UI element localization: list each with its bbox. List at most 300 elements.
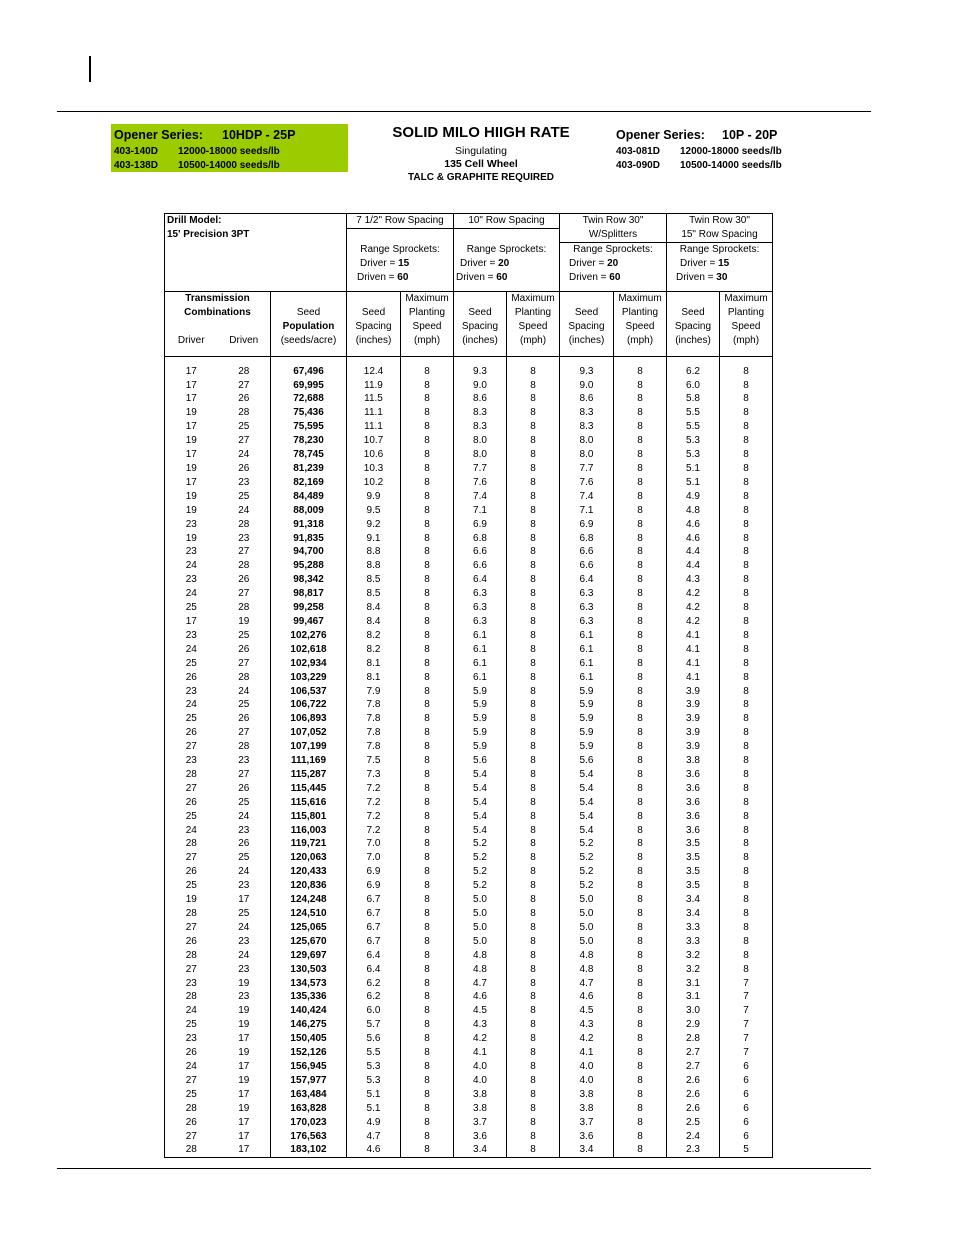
table-row	[165, 545, 773, 559]
spacing-cell: 4.3	[560, 1018, 614, 1032]
table-row	[165, 601, 773, 615]
spacing-cell: 5.4	[560, 810, 614, 824]
driven-cell: 28	[218, 406, 271, 420]
speed-cell: 8	[614, 490, 667, 504]
spacing-cell: 7.5	[347, 754, 401, 768]
spacing-cell: 6.3	[454, 587, 507, 601]
speed-cell: 8	[507, 518, 560, 532]
speed-cell: 8	[401, 448, 454, 462]
table-row	[165, 893, 773, 907]
speed-cell: 8	[614, 851, 667, 865]
range-sprockets-label: Range Sprockets:	[560, 243, 667, 257]
spacing-cell: 8.3	[454, 420, 507, 434]
population-cell: 98,817	[271, 587, 347, 601]
speed-cell: 6	[720, 1102, 773, 1116]
range-sprockets-label: Range Sprockets:	[667, 243, 773, 257]
speed-cell: 8	[720, 615, 773, 629]
speed-cell: 8	[401, 559, 454, 573]
speed-cell: 8	[614, 545, 667, 559]
table-row	[165, 963, 773, 977]
driven-cell: 19	[218, 1102, 271, 1116]
spacing-cell: 5.9	[560, 712, 614, 726]
population-cell: 72,688	[271, 392, 347, 406]
driver-cell: 19	[165, 893, 218, 907]
speed-cell: 8	[720, 545, 773, 559]
speed-cell: 8	[401, 1046, 454, 1060]
speed-cell: 8	[614, 587, 667, 601]
speed-cell: 8	[401, 685, 454, 699]
spacing-cell: 8.3	[560, 406, 614, 420]
speed-cell: 8	[507, 1046, 560, 1060]
spacing-cell: 2.6	[667, 1074, 720, 1088]
spacing-cell: 6.8	[454, 532, 507, 546]
spacing-cell: 8.1	[347, 657, 401, 671]
speed-cell: 8	[507, 935, 560, 949]
opener-right-row	[616, 146, 782, 157]
population-cell: 84,489	[271, 490, 347, 504]
speed-cell: 8	[401, 754, 454, 768]
driven-cell: 19	[218, 1018, 271, 1032]
spacing-cell: 6.9	[454, 518, 507, 532]
driven-cell: 27	[218, 379, 271, 393]
spacing-cell: 9.3	[560, 365, 614, 379]
speed-cell: 8	[507, 921, 560, 935]
spacing-cell: 9.1	[347, 532, 401, 546]
speed-cell: 8	[614, 990, 667, 1004]
speed-cell: 8	[614, 935, 667, 949]
speed-cell: 8	[401, 490, 454, 504]
driver-cell: 28	[165, 837, 218, 851]
driver-cell: 19	[165, 504, 218, 518]
spacing-cell: 5.4	[454, 782, 507, 796]
group-title: Twin Row 30"	[667, 214, 773, 229]
spacing-cell: 10.7	[347, 434, 401, 448]
spacing-cell: 2.7	[667, 1060, 720, 1074]
spacing-cell: 4.2	[454, 1032, 507, 1046]
table-row	[165, 1116, 773, 1130]
speed-cell: 8	[614, 671, 667, 685]
spacing-cell: 5.8	[667, 392, 720, 406]
spacing-cell: 6.1	[454, 671, 507, 685]
speed-cell: 8	[507, 420, 560, 434]
speed-cell: 8	[507, 1102, 560, 1116]
speed-cell: 8	[614, 379, 667, 393]
spacing-cell: 5.5	[667, 420, 720, 434]
driver-cell: 26	[165, 671, 218, 685]
spacing-cell: 5.2	[560, 865, 614, 879]
spacing-header: Seed	[454, 306, 507, 320]
speed-cell: 8	[401, 365, 454, 379]
speed-cell: 8	[720, 379, 773, 393]
spacing-cell: 2.4	[667, 1130, 720, 1144]
spacing-cell: 3.4	[667, 907, 720, 921]
speed-cell: 8	[401, 573, 454, 587]
speed-cell: 8	[507, 490, 560, 504]
table-row	[165, 921, 773, 935]
speed-cell: 8	[720, 504, 773, 518]
driver-cell: 24	[165, 824, 218, 838]
spacing-cell: 6.3	[560, 601, 614, 615]
spacing-cell: 7.1	[454, 504, 507, 518]
spacing-header: Spacing	[560, 320, 614, 334]
speed-cell: 8	[401, 921, 454, 935]
spacing-header: Seed	[560, 306, 614, 320]
speed-cell: 8	[614, 365, 667, 379]
speed-cell: 8	[401, 462, 454, 476]
driven-cell: 27	[218, 768, 271, 782]
speed-cell: 8	[507, 573, 560, 587]
table-body	[165, 356, 773, 1158]
spacing-cell: 8.0	[560, 448, 614, 462]
driven-cell: 19	[218, 1074, 271, 1088]
spacing-cell: 8.0	[454, 448, 507, 462]
driven-cell: 27	[218, 657, 271, 671]
speed-cell: 8	[720, 921, 773, 935]
speed-cell: 8	[614, 726, 667, 740]
speed-cell: 8	[507, 1130, 560, 1144]
opener-series-right-header	[616, 128, 778, 142]
opener-left-row	[114, 146, 280, 157]
population-cell: 129,697	[271, 949, 347, 963]
spacing-cell: 7.1	[560, 504, 614, 518]
driven-cell: 26	[218, 837, 271, 851]
spacing-cell: 5.0	[454, 907, 507, 921]
spacing-cell: 2.7	[667, 1046, 720, 1060]
speed-cell: 8	[720, 824, 773, 838]
speed-cell: 8	[614, 462, 667, 476]
driver-cell: 23	[165, 545, 218, 559]
table-row	[165, 671, 773, 685]
driven-cell: 19	[218, 1046, 271, 1060]
driven-cell: 28	[218, 601, 271, 615]
spacing-cell: 5.1	[667, 462, 720, 476]
speed-header: Speed	[720, 320, 773, 334]
spacing-cell: 5.3	[347, 1074, 401, 1088]
spacing-cell: 2.3	[667, 1143, 720, 1157]
speed-cell: 8	[720, 810, 773, 824]
population-cell: 115,801	[271, 810, 347, 824]
table-row	[165, 935, 773, 949]
population-header: Population	[271, 320, 347, 334]
population-cell: 99,467	[271, 615, 347, 629]
speed-cell: 8	[401, 601, 454, 615]
subtitle-singulating: Singulating	[455, 145, 507, 157]
spacing-cell: 10.2	[347, 476, 401, 490]
speed-cell: 8	[614, 810, 667, 824]
speed-cell: 8	[401, 865, 454, 879]
table-row	[165, 587, 773, 601]
driver-cell: 28	[165, 990, 218, 1004]
spacing-cell: 5.1	[667, 476, 720, 490]
spacing-cell: 6.3	[454, 601, 507, 615]
spacing-cell: 4.0	[454, 1060, 507, 1074]
spacing-cell: 3.6	[667, 810, 720, 824]
spacing-cell: 3.8	[560, 1088, 614, 1102]
speed-cell: 8	[401, 406, 454, 420]
population-cell: 146,275	[271, 1018, 347, 1032]
spacing-cell: 7.8	[347, 726, 401, 740]
driver-cell: 17	[165, 420, 218, 434]
speed-cell: 8	[720, 963, 773, 977]
spacing-cell: 5.5	[347, 1046, 401, 1060]
speed-cell: 8	[401, 1004, 454, 1018]
driver-cell: 26	[165, 935, 218, 949]
spacing-cell: 4.7	[347, 1130, 401, 1144]
driven-cell: 26	[218, 643, 271, 657]
spacing-header: Seed	[347, 306, 401, 320]
spacing-cell: 7.8	[347, 740, 401, 754]
speed-cell: 8	[720, 879, 773, 893]
spacing-cell: 8.8	[347, 559, 401, 573]
spacing-cell: 4.4	[667, 559, 720, 573]
table-row	[165, 365, 773, 379]
spacing-cell: 8.2	[347, 643, 401, 657]
population-cell: 106,893	[271, 712, 347, 726]
driver-cell: 26	[165, 1046, 218, 1060]
spacing-cell: 4.5	[560, 1004, 614, 1018]
population-cell: 115,287	[271, 768, 347, 782]
margin-bar	[89, 56, 91, 82]
speed-cell: 8	[720, 671, 773, 685]
speed-cell: 8	[401, 476, 454, 490]
speed-cell: 8	[401, 392, 454, 406]
table-row	[165, 865, 773, 879]
speed-cell: 8	[720, 657, 773, 671]
spacing-cell: 6.1	[560, 629, 614, 643]
spacing-cell: 2.6	[667, 1102, 720, 1116]
spacing-cell: 3.8	[454, 1088, 507, 1102]
speed-cell: 8	[614, 448, 667, 462]
driven-sprocket: Driven = 60	[347, 271, 454, 285]
population-cell: 163,828	[271, 1102, 347, 1116]
speed-cell: 8	[507, 587, 560, 601]
speed-cell: 8	[614, 685, 667, 699]
speed-cell: 8	[507, 754, 560, 768]
population-cell: 75,595	[271, 420, 347, 434]
spacing-cell: 4.2	[667, 601, 720, 615]
population-cell: 106,537	[271, 685, 347, 699]
spacing-cell: 8.8	[347, 545, 401, 559]
spacing-cell: 5.0	[454, 935, 507, 949]
table-row	[165, 824, 773, 838]
speed-cell: 8	[507, 406, 560, 420]
speed-cell: 8	[614, 977, 667, 991]
opener-left-row	[114, 160, 280, 171]
driver-cell: 27	[165, 963, 218, 977]
spacing-cell: 5.4	[560, 782, 614, 796]
speed-cell: 8	[507, 712, 560, 726]
speed-cell: 8	[401, 977, 454, 991]
speed-cell: 8	[614, 1060, 667, 1074]
spacing-cell: 6.8	[560, 532, 614, 546]
table-row	[165, 1088, 773, 1102]
speed-cell: 8	[507, 601, 560, 615]
spacing-cell: 6.4	[560, 573, 614, 587]
speed-cell: 8	[507, 990, 560, 1004]
speed-header: Planting	[507, 306, 560, 320]
speed-cell: 8	[401, 1116, 454, 1130]
population-cell: 115,445	[271, 782, 347, 796]
speed-cell: 8	[401, 1143, 454, 1157]
spacing-header: Spacing	[454, 320, 507, 334]
spacing-cell: 5.9	[454, 740, 507, 754]
population-cell: 124,510	[271, 907, 347, 921]
driver-cell: 26	[165, 1116, 218, 1130]
spacing-cell: 3.8	[560, 1102, 614, 1116]
spacing-cell: 4.2	[667, 587, 720, 601]
spacing-cell: 5.4	[454, 810, 507, 824]
speed-cell: 8	[401, 629, 454, 643]
speed-cell: 8	[614, 1074, 667, 1088]
table-row	[165, 796, 773, 810]
population-cell: 176,563	[271, 1130, 347, 1144]
table-row	[165, 949, 773, 963]
speed-cell: 8	[614, 893, 667, 907]
speed-cell: 8	[507, 782, 560, 796]
population-cell: 106,722	[271, 698, 347, 712]
population-cell: 135,336	[271, 990, 347, 1004]
driven-cell: 25	[218, 796, 271, 810]
population-cell: 67,496	[271, 365, 347, 379]
spacing-header: (inches)	[667, 334, 720, 348]
spacing-cell: 6.2	[347, 990, 401, 1004]
driver-cell: 25	[165, 601, 218, 615]
speed-cell: 8	[720, 949, 773, 963]
spacing-cell: 5.9	[560, 726, 614, 740]
driven-cell: 26	[218, 782, 271, 796]
driven-cell: 23	[218, 754, 271, 768]
driver-cell: 28	[165, 768, 218, 782]
spacing-cell: 7.2	[347, 796, 401, 810]
speed-cell: 8	[507, 629, 560, 643]
speed-cell: 6	[720, 1116, 773, 1130]
spacing-header: (inches)	[560, 334, 614, 348]
driver-cell: 27	[165, 851, 218, 865]
spacing-cell: 5.6	[560, 754, 614, 768]
transmission-header: Transmission	[165, 292, 271, 306]
spacing-header: (inches)	[454, 334, 507, 348]
population-cell: 116,003	[271, 824, 347, 838]
speed-cell: 8	[614, 712, 667, 726]
table-row	[165, 754, 773, 768]
speed-header: Maximum	[614, 292, 667, 306]
table-row	[165, 1074, 773, 1088]
spacing-cell: 3.6	[454, 1130, 507, 1144]
population-cell: 120,836	[271, 879, 347, 893]
driver-cell: 19	[165, 532, 218, 546]
speed-cell: 8	[401, 963, 454, 977]
speed-cell: 8	[720, 643, 773, 657]
driver-cell: 25	[165, 810, 218, 824]
driver-cell: 23	[165, 977, 218, 991]
seed-rate: 12000-18000 seeds/lb	[680, 146, 782, 157]
spacing-cell: 4.0	[560, 1074, 614, 1088]
spacing-cell: 5.0	[454, 893, 507, 907]
speed-cell: 8	[507, 1143, 560, 1157]
chart-title-block	[354, 124, 608, 183]
spacing-cell: 7.0	[347, 837, 401, 851]
speed-cell: 8	[720, 392, 773, 406]
spacing-cell: 4.3	[454, 1018, 507, 1032]
driver-cell: 26	[165, 726, 218, 740]
group-title: Twin Row 30"	[560, 214, 667, 229]
driver-sprocket: Driver = 20	[454, 257, 560, 271]
spacing-cell: 6.4	[454, 573, 507, 587]
driven-cell: 24	[218, 504, 271, 518]
speed-cell: 8	[720, 420, 773, 434]
table-row	[165, 990, 773, 1004]
group-title: 7 1/2" Row Spacing	[347, 214, 454, 229]
speed-cell: 8	[401, 1018, 454, 1032]
driven-cell: 28	[218, 559, 271, 573]
driven-cell: 19	[218, 615, 271, 629]
speed-cell: 8	[720, 851, 773, 865]
speed-cell: 8	[614, 504, 667, 518]
spacing-cell: 9.2	[347, 518, 401, 532]
spacing-cell: 8.0	[560, 434, 614, 448]
population-cell: 111,169	[271, 754, 347, 768]
spacing-cell: 6.2	[347, 977, 401, 991]
bottom-rule	[57, 1168, 871, 1169]
table-row	[165, 490, 773, 504]
spacing-cell: 4.0	[560, 1060, 614, 1074]
speed-cell: 8	[614, 768, 667, 782]
speed-cell: 8	[614, 1004, 667, 1018]
speed-header: Speed	[614, 320, 667, 334]
subtitle-cell-wheel: 135 Cell Wheel	[444, 158, 518, 170]
driven-cell: 24	[218, 949, 271, 963]
spacing-cell: 2.9	[667, 1018, 720, 1032]
driven-cell: 24	[218, 921, 271, 935]
speed-cell: 8	[720, 865, 773, 879]
speed-cell: 8	[614, 949, 667, 963]
driven-cell: 28	[218, 518, 271, 532]
speed-cell: 8	[720, 462, 773, 476]
speed-cell: 8	[720, 434, 773, 448]
driver-sprocket: Driver = 15	[667, 257, 773, 271]
driven-cell: 23	[218, 963, 271, 977]
spacing-cell: 8.1	[347, 671, 401, 685]
spacing-cell: 7.4	[454, 490, 507, 504]
population-cell: 78,230	[271, 434, 347, 448]
speed-cell: 8	[614, 420, 667, 434]
speed-header: Maximum	[401, 292, 454, 306]
part-number: 403-138D	[114, 160, 158, 171]
table-row	[165, 907, 773, 921]
table-row	[165, 448, 773, 462]
speed-cell: 8	[401, 768, 454, 782]
speed-cell: 8	[401, 1102, 454, 1116]
population-cell: 124,248	[271, 893, 347, 907]
population-cell: 99,258	[271, 601, 347, 615]
speed-cell: 8	[507, 685, 560, 699]
driven-cell: 25	[218, 629, 271, 643]
speed-cell: 8	[614, 532, 667, 546]
speed-cell: 8	[720, 490, 773, 504]
population-cell: 82,169	[271, 476, 347, 490]
table-row	[165, 629, 773, 643]
speed-cell: 8	[720, 406, 773, 420]
spacing-cell: 4.4	[667, 545, 720, 559]
speed-cell: 8	[507, 949, 560, 963]
driven-cell: 24	[218, 865, 271, 879]
speed-header: Speed	[401, 320, 454, 334]
top-rule	[57, 111, 871, 112]
spacing-cell: 3.2	[667, 949, 720, 963]
spacing-cell: 4.2	[560, 1032, 614, 1046]
spacing-cell: 3.6	[667, 782, 720, 796]
spacing-cell: 7.8	[347, 712, 401, 726]
